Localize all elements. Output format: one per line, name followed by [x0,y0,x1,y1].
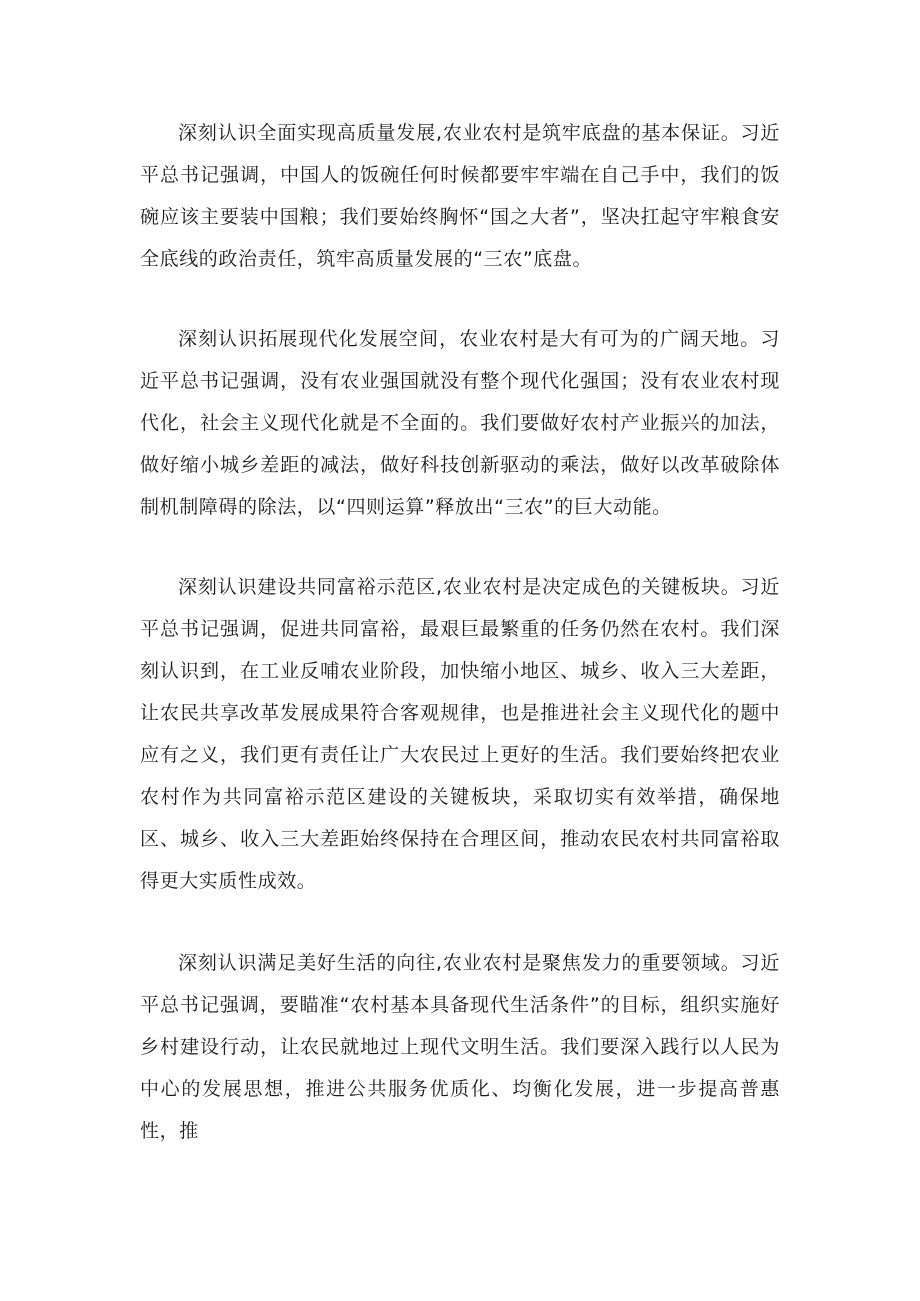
paragraph-modernization-space: 深刻认识拓展现代化发展空间，农业农村是大有可为的广阔天地。习近平总书记强调，没有农业强国就没有整个现代化强国；没有农业农村现代化，社会主义现代化就是不全面的。我们要做好农村产业振兴的加法，做好缩小城乡差距的减法，做好科技创新驱动的乘法，做好以改革破除体制机制障碍的除法，以“四则运算”释放出“三农”的巨大动能。 [140,328,780,518]
paragraph-quality-development: 深刻认识全面实现高质量发展,农业农村是筑牢底盘的基本保证。习近平总书记强调，中国人的饭碗任何时候都要牢牢端在自己手中，我们的饭碗应该主要装中国粮；我们要始终胸怀“国之大者”，坚决扛起守牢粮食安全底线的政治责任，筑牢高质量发展的“三农”底盘。 [140,122,780,270]
document-body [140,112,780,1184]
paragraph-better-life: 深刻认识满足美好生活的向往,农业农村是聚焦发力的重要领域。习近平总书记强调，要瞄准“农村基本具备现代生活条件”的目标，组织实施好乡村建设行动，让农民就地过上现代文明生活。我们要深入践行以人民为中心的发展思想，推进公共服务优质化、均衡化发展，进一步提高普惠性，推 [140,952,780,1142]
paragraph-common-prosperity: 深刻认识建设共同富裕示范区,农业农村是决定成色的关键板块。习近平总书记强调，促进共同富裕，最艰巨最繁重的任务仍然在农村。我们深刻认识到，在工业反哺农业阶段，加快缩小地区、城乡、收入三大差距，让农民共享改革发展成果符合客观规律，也是推进社会主义现代化的题中应有之义，我们更有责任让广大农民过上更好的生活。我们要始终把农业农村作为共同富裕示范区建设的关键板块，采取切实有效举措，确保地区、城乡、收入三大差距始终保持在合理区间，推动农民农村共同富裕取得更大实质性成效。 [140,576,780,892]
